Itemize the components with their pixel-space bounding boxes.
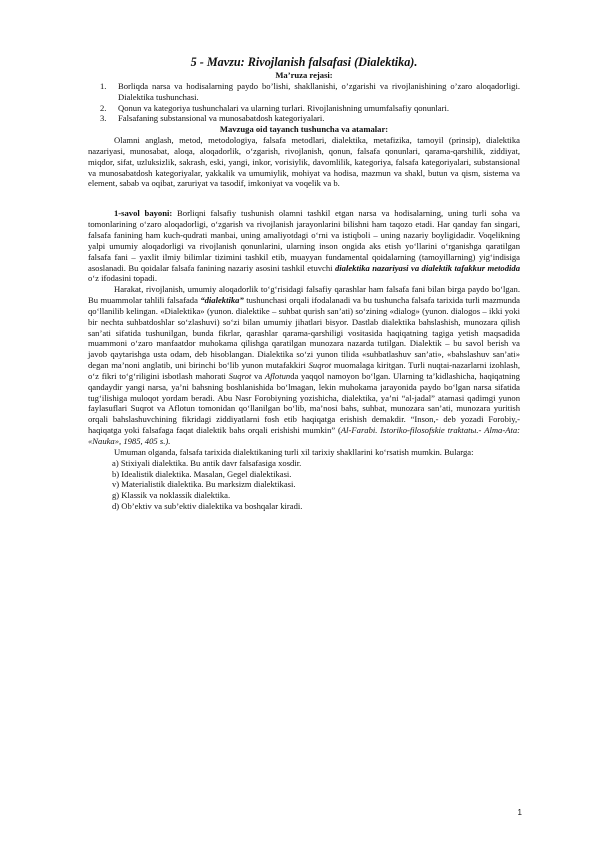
lecture-plan-list <box>88 81 520 124</box>
concepts-heading: Mavzuga oid tayanch tushuncha va atamalar: <box>219 124 389 135</box>
dialectics-history-paragraph: Harakat, rivojlanish, umumiy aloqadorlik to‘g‘risidagi falsafiy qarashlar ham falsafa fani bilan birga paydo bo‘lgan. Bu muammolar tahlili falsafada “dialektika” tushunchasi orqali ifodalanadi va bu tushuncha falsafa tarixida turli mazmunda qo‘llanilib kelingan. «Dialektika» (yunon. dialektike – suhbat qurish san’ati) so‘zining «dialog» (yunon. dialogos – ikki yoki bir nechta suhbatdoshlar so‘zlashuvi) so‘zi bilan umumiy jihatlari bisyor. Dastlab dialektika bahslashish, munozara qilish san’ati sifatida tushunilgan, bunda fikrlar, qarashlar qarama-qarshiligi vositasida haqiqatning tagiga yetish maqsadida muammoni o‘zaro manfaatdor muhokama qilishga qaratilgan munozara nazarda tutilgan. Dialektik – bu savol berish va javob qaytarishga usta odam, deb hisoblangan. Dialektika so‘zi yunon tilida «suhbatlashuv san’ati», «bahslashuv san’ati» degan ma’noni anglatib, uni birinchi bo‘lib yunon mutafakkiri Suqrot muomalaga kiritgan. Turli nuqtai-nazarlarni izohlash, o‘z fikri to‘g‘riligini isbotlash mahorati Suqrot va Aflotunda yaqqol namoyon bo‘lgan. Ularning ta’kidlashicha, haqiqatning qandaydir yangi narsa, ya’ni bahsning boshlanishida bo‘lmagan, lekin muhokama jarayonida paydo bo‘lgan narsa sifatida tug‘ilishiga muloqot yordam beradi. Abu Nasr Forobiyning yozishicha, dialektika, ya’ni “al-jadal” atamasi qadimgi yunon faylasuflari Suqrot va Aflotun tomonidan qo‘llanilgan bo‘lib, ma’nosi bahs, suhbat, munozara san’ati, munozara yuritish orqali bahslashuvchining fikridagi ziddiyatlarni fosh etib haqiqatga erishish demakdir. “Inson,- deb yozadi Forobiy,- haqiqatga yoki falsafaga faqat dialektik bahs orqali erishishi mumkin” (Al-Farabi. Istoriko-filosofskie traktatы.- Alma-Ata: «Nauka», 1985, 405 s.). <box>88 284 520 446</box>
spacer <box>88 189 520 202</box>
list-item: g) Klassik va noklassik dialektika. <box>112 490 231 501</box>
lecture-title: 5 - Mavzu: Rivojlanish falsafasi (Dialektika). <box>190 55 418 69</box>
list-item: b) Idealistik dialektika. Masalan, Gegel dialektikasi. <box>112 468 292 479</box>
plan-item: 1. Borliqda narsa va hodisalarning paydo bo’lishi, shakllanishi, o’zgarishi va rivojlanishining o’zaro aloqadorligi. Dialektika tushunchasi. <box>100 80 520 102</box>
list-item: a) Stixiyali dialektika. Bu antik davr falsafasiga xosdir. <box>112 457 302 468</box>
plan-heading: Ma’ruza rejasi: <box>275 70 333 80</box>
concepts-paragraph: Olamni anglash, metod, metodologiya, falsafa metodlari, dialektika, metafizika, tamoyil (prinsip), dialektika nazariyasi, munosabat, aloqa, aloqadorlik, o‘zgarish, rivojlanish, qonun, falsafa qonunlari, qarama-qarshilik, ziddiyat, miqdor, sifat, uzluksizlik, sakrash, eski, yangi, inkor, vorisiylik, davomlilik, kategoriya, falsafa kategoriyalari, substansional va munosabatdosh kategoriyalar, yakkalik va umumiylik, mohiyat va hodisa, mazmun va shakl, butun va qism, sistema va element, sabab va oqibat, zaruriyat va tasodif, imkoniyat va voqelik va b. <box>88 135 520 189</box>
list-item: d) Ob’ektiv va sub’ektiv dialektika va boshqalar kiradi. <box>112 501 303 512</box>
list-item: v) Materialistik dialektika. Bu marksizm dialektikasi. <box>112 479 296 490</box>
forms-intro-paragraph: Umuman olganda, falsafa tarixida dialektikaning turli xil tarixiy shakllarini ko‘rsatish mumkin. Bularga: <box>114 446 474 457</box>
plan-item: 2. Qonun va kategoriya tushunchalari va ularning turlari. Rivojlanishning umumfalsafiy qonunlari. <box>100 102 450 113</box>
page-number: 1 <box>517 808 522 817</box>
document-page <box>88 54 520 512</box>
plan-item: 3. Falsafaning substansional va munosabatdosh kategoriyalari. <box>100 113 325 124</box>
question-1-paragraph: 1-savol bayoni: Borliqni falsafiy tushunish olamni tashkil etgan narsa va hodisalarning, uning turli soha va tomonlarining o‘zaro aloqadorligi, o‘zgarish va rivojlanish jarayonlarini bilishni ham taqozo etadi. Har qanday fan singari, falsafa fanining ham kuch-qudrati manbai, uning amaliyotdagi o‘rni va istiqboli – uning nazariy boyligidadir. Voqelikning yalpi umumiy aloqadorligi va rivojlanish qonunlarini, ularning inson ongida aks etish yo‘llarini o‘rganishga qaratilgan falsafa fani – yaxlit ilmiy bilimlar tizimini tashkil etib, muayyan fundamental qoidalarning (tamoyillarning) yig‘indisiga asoslanadi. Bu qoidalar falsafa fanining nazariy asosini tashkil etuvchi dialektika nazariyasi va dialektik tafakkur metodida o‘z ifodasini topadi. <box>88 208 520 284</box>
